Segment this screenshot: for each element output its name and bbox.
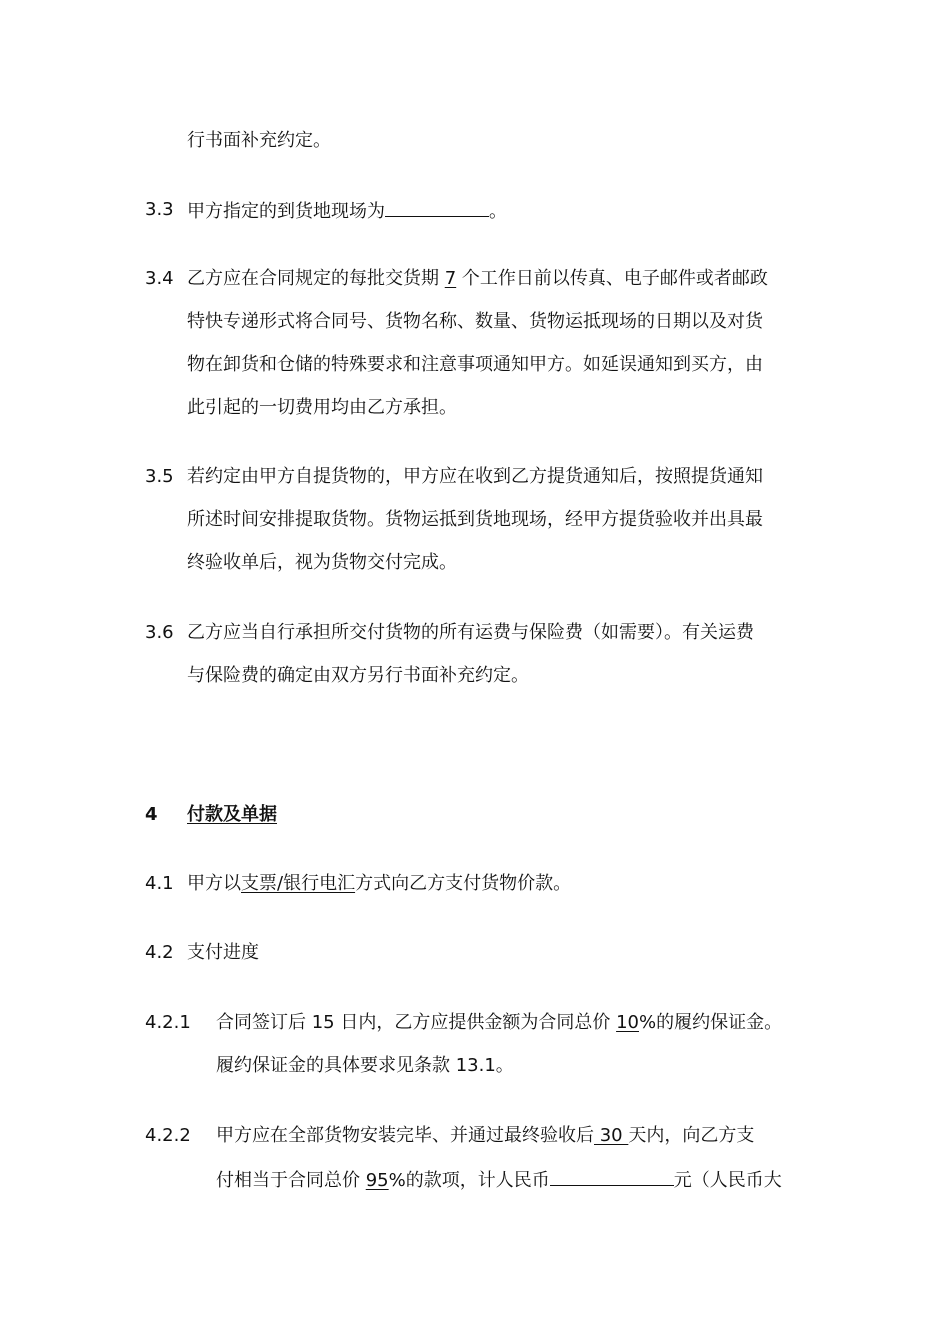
clause-4-2-2-line-2-c: 元（人民币大 xyxy=(673,1170,782,1191)
clause-4-2-1-line-2: 履约保证金的具体要求见条款 13.1。 xyxy=(216,1055,514,1076)
clause-4-1-text xyxy=(187,872,571,896)
clause-3-5-line-1: 若约定由甲方自提货物的，甲方应在收到乙方提货通知后，按照提货通知 xyxy=(187,466,763,487)
payment-days-value: 30 xyxy=(594,1125,629,1146)
clause-number-3-5: 3.5 xyxy=(145,466,174,487)
clause-number-4-2-2: 4.2.2 xyxy=(145,1125,191,1146)
clause-3-5-line-3: 终验收单后，视为货物交付完成。 xyxy=(187,552,457,573)
clause-4-2-text: 支付进度 xyxy=(187,942,259,963)
clause-4-2-2-line-2-a: 付相当于合同总价 xyxy=(216,1170,366,1191)
delivery-site-blank xyxy=(385,198,489,217)
clause-4-2-1-line-1-b: %的履约保证金。 xyxy=(638,1012,783,1033)
clause-4-2-1-line-1 xyxy=(216,1011,782,1035)
clause-3-4-line-1 xyxy=(187,267,768,291)
clause-3-3-text-a: 甲方指定的到货地现场为 xyxy=(187,201,385,222)
clause-4-1-text-b: 方式向乙方支付货物价款。 xyxy=(355,873,572,894)
payment-method-value: 支票/银行电汇 xyxy=(241,873,356,894)
notice-days-value: 7 xyxy=(444,268,457,289)
performance-bond-percent: 10 xyxy=(616,1012,639,1033)
clause-4-2-2-line-1 xyxy=(216,1124,754,1148)
clause-number-3-4: 3.4 xyxy=(145,268,174,289)
clause-4-1-text-a: 甲方以 xyxy=(187,873,241,894)
clause-3-5-line-2: 所述时间安排提取货物。货物运抵到货地现场，经甲方提货验收并出具最 xyxy=(187,509,763,530)
clause-3-6-line-1: 乙方应当自行承担所交付货物的所有运费与保险费（如需要）。有关运费 xyxy=(187,622,754,643)
clause-3-4-line-3: 物在卸货和仓储的特殊要求和注意事项通知甲方。如延误通知到买方，由 xyxy=(187,354,763,375)
clause-3-4-line-4: 此引起的一切费用均由乙方承担。 xyxy=(187,397,457,418)
continuation-line: 行书面补充约定。 xyxy=(187,130,331,151)
section-number-4: 4 xyxy=(145,804,158,825)
clause-number-3-3: 3.3 xyxy=(145,199,174,220)
clause-number-3-6: 3.6 xyxy=(145,622,174,643)
clause-3-4-line-1-a: 乙方应在合同规定的每批交货期 xyxy=(187,268,445,289)
clause-3-3-text xyxy=(187,198,507,222)
clause-4-2-2-line-2 xyxy=(216,1167,782,1191)
rmb-amount-blank xyxy=(550,1167,674,1186)
clause-4-2-2-line-1-b: 天内，向乙方支 xyxy=(628,1125,755,1146)
payment-percent-value: 95 xyxy=(365,1170,389,1191)
continuation-text xyxy=(187,129,331,153)
clause-number-4-2-1: 4.2.1 xyxy=(145,1012,191,1033)
clause-number-4-2: 4.2 xyxy=(145,942,174,963)
clause-4-2-2-line-1-a: 甲方应在全部货物安装完毕、并通过最终验收后 xyxy=(216,1125,594,1146)
clause-3-6-line-2: 与保险费的确定由双方另行书面补充约定。 xyxy=(187,665,529,686)
clause-3-3-text-b: 。 xyxy=(489,201,507,222)
section-4-title: 付款及单据 xyxy=(187,804,277,825)
clause-4-2-1-line-1-a: 合同签订后 15 日内，乙方应提供金额为合同总价 xyxy=(216,1012,617,1033)
clause-3-4-line-1-b: 个工作日前以传真、电子邮件或者邮政 xyxy=(456,268,768,289)
clause-number-4-1: 4.1 xyxy=(145,873,174,894)
clause-3-4-line-2: 特快专递形式将合同号、货物名称、数量、货物运抵现场的日期以及对货 xyxy=(187,311,763,332)
clause-4-2-2-line-2-b: %的款项，计人民币 xyxy=(388,1170,550,1191)
